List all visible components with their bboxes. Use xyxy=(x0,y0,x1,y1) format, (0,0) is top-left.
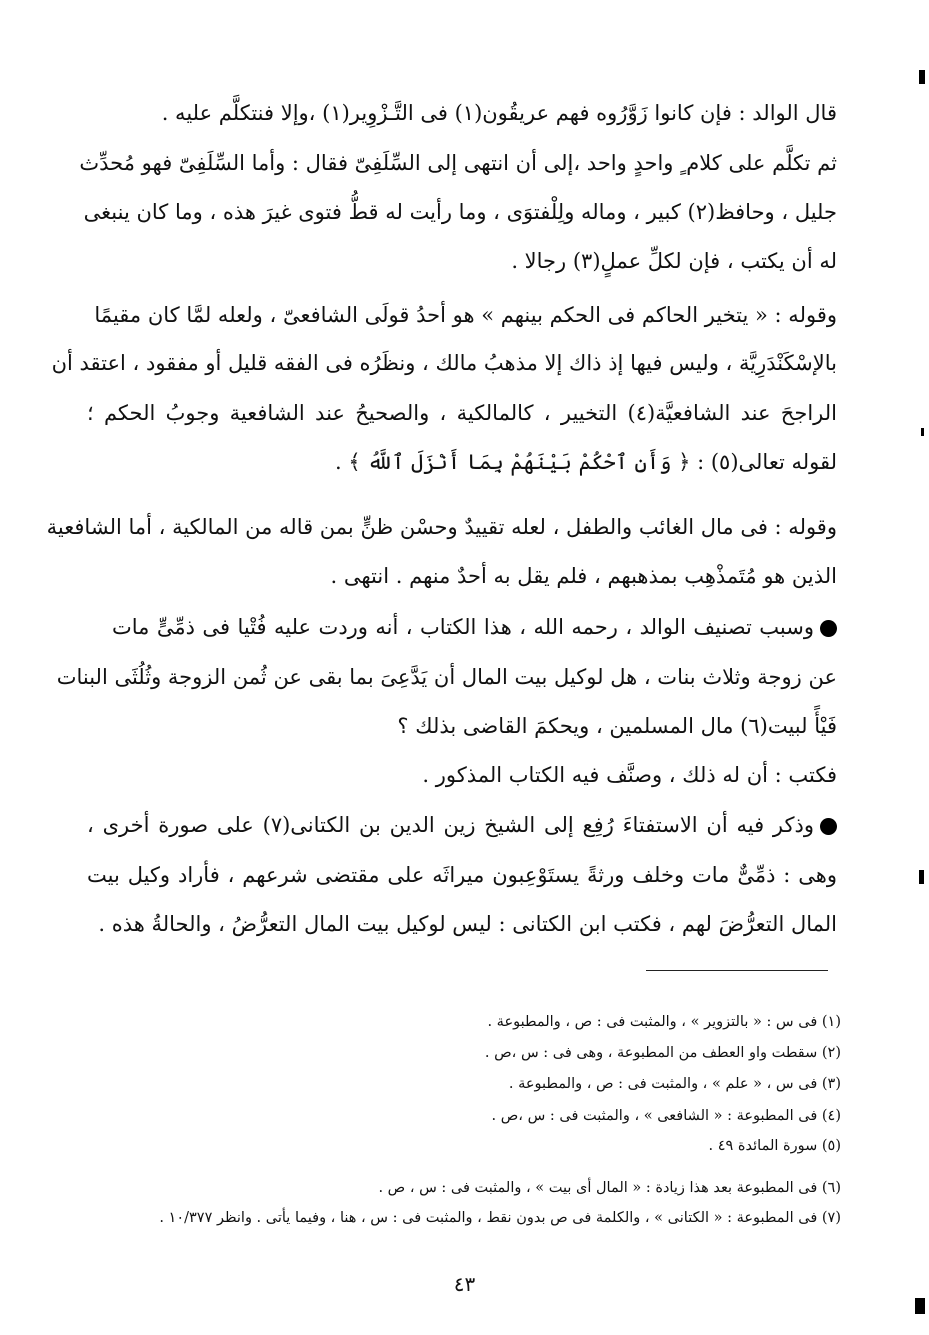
body-line: لقوله تعالى(٥) : ﴿ وَأَنِ ٱحْكُمْ بَيْنَهُمْ بِمَا أَنْزَلَ ٱللَّهُ ﴾ . xyxy=(335,450,837,474)
bullet-icon xyxy=(820,620,837,637)
scan-edge-mark xyxy=(919,870,924,884)
bullet-icon xyxy=(820,818,837,835)
scan-edge-mark xyxy=(919,70,925,84)
body-line: الراجحَ عند الشافعيَّة(٤) التخيير ، كالمالكية ، والصحيحُ عند الشافعية وجوبُ الحكم ؛ xyxy=(87,401,837,425)
paragraph-bullet-line: وذكر فيه أن الاستفتاءَ رُفِع إلى الشيخ زين الدين بن الكتانى(٧) على صورة أخرى ، xyxy=(87,810,837,840)
body-line: عن زوجة وثلاث بنات ، هل لوكيل بيت المال أن يَدَّعِىَ بما بقى عن ثُمن الزوجة وثُلُثَى البنات xyxy=(56,665,837,689)
body-line: ثم تكلَّم على كلام ٍ واحدٍ واحد ،إلى أن انتهى إلى السِّلَفِىّ فقال : وأما السِّلَفِىّ فهو مُحدِّث xyxy=(79,151,837,175)
footnote: (٣) فى س ، « علم » ، والمثبت فى : ص ، والمطبوعة . xyxy=(508,1076,841,1092)
body-line: بالإسْكَنْدَرِيَّة ، وليس فيها إذ ذاك إلا مذهبُ مالك ، ونظَرُه فى الفقه قليل أو مفقود ، اعتقد أن xyxy=(51,351,837,375)
scan-edge-mark xyxy=(915,1298,925,1314)
footnote: (٤) فى المطبوعة : « الشافعى » ، والمثبت فى : س ،ص . xyxy=(491,1108,841,1124)
footnote: (١) فى س : « بالتزوير » ، والمثبت فى : ص ، والمطبوعة . xyxy=(487,1014,841,1030)
body-line: فَيْأً لبيت(٦) مال المسلمين ، ويحكمَ القاضى بذلك ؟ xyxy=(397,714,837,738)
body-line: وقوله : « يتخير الحاكم فى الحكم بينهم » هو أحدُ قولَى الشافعىّ ، ولعله لمَّا كان مقيمًا xyxy=(94,303,837,327)
footnote: (٧) فى المطبوعة : « الكتانى » ، والكلمة فى ص بدون نقط ، والمثبت فى : س ، هنا ، وفيما يأتى . وانظر ١٠/٣٧٧ . xyxy=(159,1210,841,1226)
page-number: ٤٣ xyxy=(453,1272,476,1296)
footnote-divider xyxy=(646,970,828,971)
body-line: قال الوالد : فإن كانوا زَوَّرُوه فهم عريقُون(١) فى التَّـزْوِير(١) ،وإلا فنتكلَّم عليه . xyxy=(161,101,837,125)
body-line: جليل ، وحافظ(٢) كبير ، وماله ولِلْفتوَى ، وما رأيت له قطُّ فتوى غيرَ هذه ، وما كان ينبغى xyxy=(83,200,837,224)
body-line: وهى : ذمِّىٌّ مات وخلف ورثةً يستَوْعِبون ميراثَه على مقتضى شرعهم ، فأراد وكيل بيت xyxy=(87,863,837,887)
scan-edge-mark xyxy=(921,428,924,436)
footnote: (٦) فى المطبوعة بعد هذا زيادة : « المال أى بيت » ، والمثبت فى : س ، ص . xyxy=(378,1180,841,1196)
body-line: له أن يكتب ، فإن لكلِّ عملٍ(٣) رجالا . xyxy=(511,249,837,273)
footnote: (٥) سورة المائدة ٤٩ . xyxy=(708,1138,841,1154)
body-line: فكتب : أن له ذلك ، وصنَّف فيه الكتاب المذكور . xyxy=(422,763,837,787)
body-line: وقوله : فى مال الغائب والطفل ، لعله تقييدٌ وحسْن ظنٍّ بمن قاله من المالكية ، أما الشافعية xyxy=(46,515,837,539)
paragraph-bullet-line: وسبب تصنيف الوالد ، رحمه الله ، هذا الكتاب ، أنه وردت عليه فُتْيا فى ذمِّىٍّ مات xyxy=(112,612,837,642)
body-line: الذين هو مُتَمذْهِب بمذهبهم ، فلم يقل به أحدٌ منهم . انتهى . xyxy=(330,564,837,588)
footnote: (٢) سقطت واو العطف من المطبوعة ، وهى فى : س ،ص . xyxy=(484,1045,841,1061)
body-line: المال التعرُّضَ لهم ، فكتب ابن الكتانى : ليس لوكيل بيت المال التعرُّضُ ، والحالةُ هذه . xyxy=(98,912,837,936)
